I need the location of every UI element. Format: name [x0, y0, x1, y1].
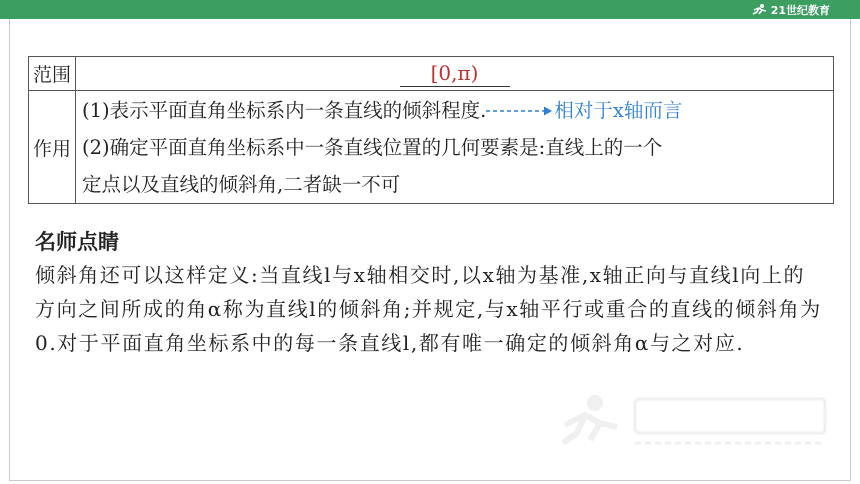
- usage-annotation: 相对于x轴而言: [554, 98, 683, 122]
- header-bar: [0, 0, 860, 19]
- usage-line-1: [82, 92, 827, 129]
- tip-title: 名师点睛: [35, 230, 119, 254]
- brand-logo: [750, 1, 830, 18]
- logo-text: 21世纪教育: [770, 3, 830, 17]
- table-row: [29, 57, 834, 91]
- usage-line-3: 定点以及直线的倾斜角,二者缺一不可: [82, 172, 401, 196]
- tip-text: 倾斜角还可以这样定义:当直线l与x轴相交时,以x轴为基准,x轴正向与直线l向上的方向之间所成的角α称为直线l的倾斜角;并规定,与x轴平行或重合的直线的倾斜角为0.对于平面直角坐标系中的每一条直线l,都有唯一确定的倾斜角α与之对应.: [35, 263, 822, 355]
- range-label: 范围: [29, 57, 76, 91]
- runner-icon: [750, 3, 768, 17]
- usage-line-2: (2)确定平面直角坐标系中一条直线位置的几何要素是:直线上的一个: [82, 135, 663, 159]
- usage-label: 作用: [29, 91, 76, 204]
- watermark-logo-icon: [555, 385, 835, 455]
- range-value: [0,π): [400, 60, 510, 87]
- range-cell: [76, 57, 834, 91]
- dashed-arrow-icon: [486, 105, 552, 117]
- usage-text-1: (1)表示平面直角坐标系内一条直线的倾斜程度.: [82, 98, 487, 122]
- inclination-angle-table: [28, 56, 834, 204]
- table-row: [29, 91, 834, 204]
- usage-cell: [76, 91, 834, 204]
